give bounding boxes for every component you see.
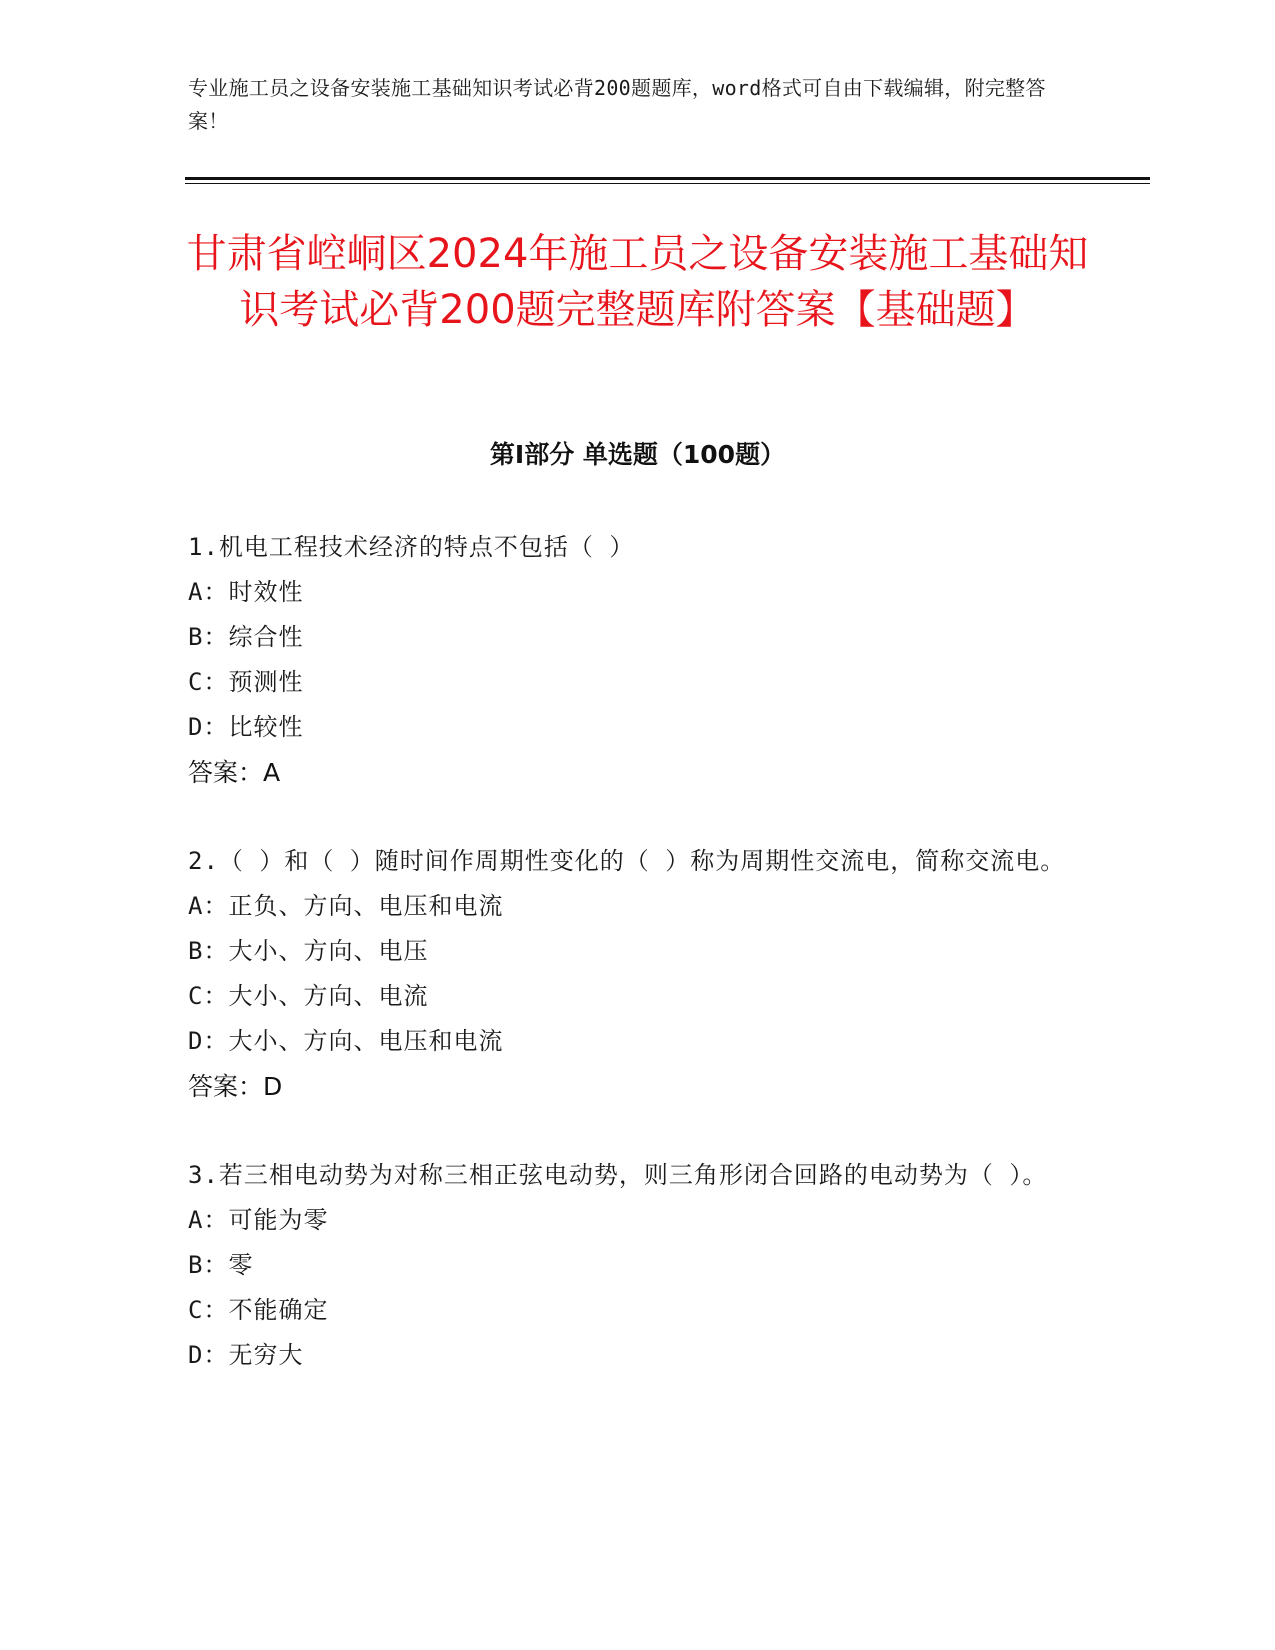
question-stem: 2.（ ）和（ ）随时间作周期性变化的（ ）称为周期性交流电，简称交流电。 <box>188 847 1066 875</box>
option-c: C：预测性 <box>188 668 304 696</box>
option-b: B：大小、方向、电压 <box>188 937 429 965</box>
header-rule-thin <box>185 183 1150 184</box>
question-2 <box>188 839 1068 1109</box>
header-rule-thick <box>185 177 1150 180</box>
answer: 答案：D <box>188 1072 283 1101</box>
option-d: D：无穷大 <box>188 1341 304 1369</box>
option-a: A：可能为零 <box>188 1206 329 1234</box>
document-title: 甘肃省崆峒区2024年施工员之设备安装施工基础知识考试必背200题完整题库附答案【基础题】 <box>186 231 1089 333</box>
option-b: B：零 <box>188 1251 254 1279</box>
option-c: C：大小、方向、电流 <box>188 982 429 1010</box>
question-1 <box>188 525 1068 795</box>
question-stem: 1.机电工程技术经济的特点不包括（ ） <box>188 533 635 561</box>
option-d: D：大小、方向、电压和电流 <box>188 1027 504 1055</box>
option-d: D：比较性 <box>188 713 304 741</box>
option-b: B：综合性 <box>188 623 304 651</box>
answer: 答案：A <box>188 758 281 787</box>
question-stem: 3.若三相电动势为对称三相正弦电动势，则三角形闭合回路的电动势为（ ）。 <box>188 1161 1048 1189</box>
option-c: C：不能确定 <box>188 1296 329 1324</box>
option-a: A：时效性 <box>188 578 304 606</box>
question-list <box>188 525 1068 1422</box>
question-3 <box>188 1153 1068 1378</box>
option-a: A：正负、方向、电压和电流 <box>188 892 504 920</box>
page-header: 专业施工员之设备安装施工基础知识考试必背200题题库，word格式可自由下载编辑，附完整答案！ <box>188 76 1046 133</box>
section-title: 第Ⅰ部分 单选题（100题） <box>489 440 786 469</box>
